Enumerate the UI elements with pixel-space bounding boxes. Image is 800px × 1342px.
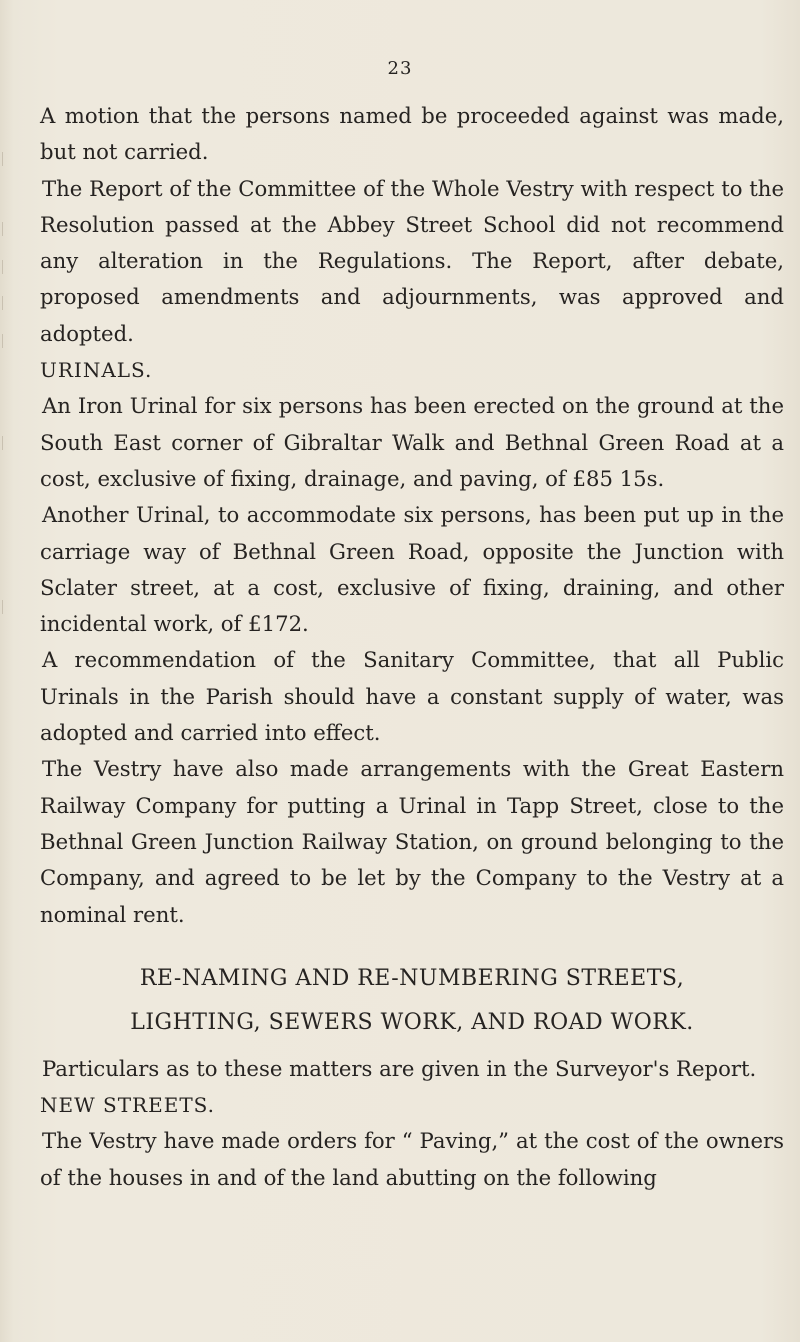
binding-edge-mark <box>2 600 9 614</box>
paragraph-paving-orders: The Vestry have made orders for “ Paving,” at the cost of the owners of the houses in and of the land abutting on the following <box>40 1128 784 1190</box>
section-heading-renaming <box>40 957 784 1045</box>
paragraph-sanitary-recommendation: A recommendation of the Sanitary Committee, that all Public Urinals in the Parish should have a constant supply of water, was adopted and carried into effect. <box>40 647 784 746</box>
heading-line-1: RE-NAMING AND RE-NUMBERING STREETS, <box>139 965 685 991</box>
page-number: 23 <box>387 58 413 79</box>
binding-edge-mark <box>2 260 9 274</box>
paragraph-committee-report: The Report of the Committee of the Whole Vestry with respect to the Resolution passed at the Abbey Street School did not recommend any alteration in the Regulations. The Report, after debate, proposed amendments and adjournments, was approved and adopted. <box>40 175 784 346</box>
page-body <box>40 98 784 1196</box>
paragraph-iron-urinal: An Iron Urinal for six persons has been erected on the ground at the South East corner of Gibraltar Walk and Bethnal Green Road at a cost, exclusive of fixing, drainage, and paving, of £85 15s. <box>40 393 784 491</box>
binding-edge-mark <box>2 436 9 450</box>
section-heading-urinals: URINALS. <box>40 358 153 383</box>
section-heading-new-streets: NEW STREETS. <box>40 1093 215 1118</box>
binding-edge-mark <box>2 296 9 310</box>
paragraph-motion: A motion that the persons named be proceeded against was made, but not carried. <box>40 103 784 165</box>
paragraph-surveyor-report: Particulars as to these matters are given in the Surveyor's Report. <box>42 1055 757 1081</box>
paragraph-another-urinal: Another Urinal, to accommodate six persons, has been put up in the carriage way of Bethnal Green Road, opposite the Junction with Sclater street, at a cost, exclusive of fixing, draining, and other incidental work, of £172. <box>40 502 784 637</box>
paragraph-railway-arrangement: The Vestry have also made arrangements with the Great Eastern Railway Company for putting a Urinal in Tapp Street, close to the Bethnal Green Junction Railway Station, on ground belonging to the Company, and agreed to be let by the Company to the Vestry at a nominal rent. <box>40 756 784 927</box>
binding-edge-mark <box>2 152 9 166</box>
binding-edge-mark <box>2 334 9 348</box>
heading-line-2: LIGHTING, SEWERS WORK, AND ROAD WORK. <box>130 1009 694 1035</box>
binding-edge-mark <box>2 222 9 236</box>
